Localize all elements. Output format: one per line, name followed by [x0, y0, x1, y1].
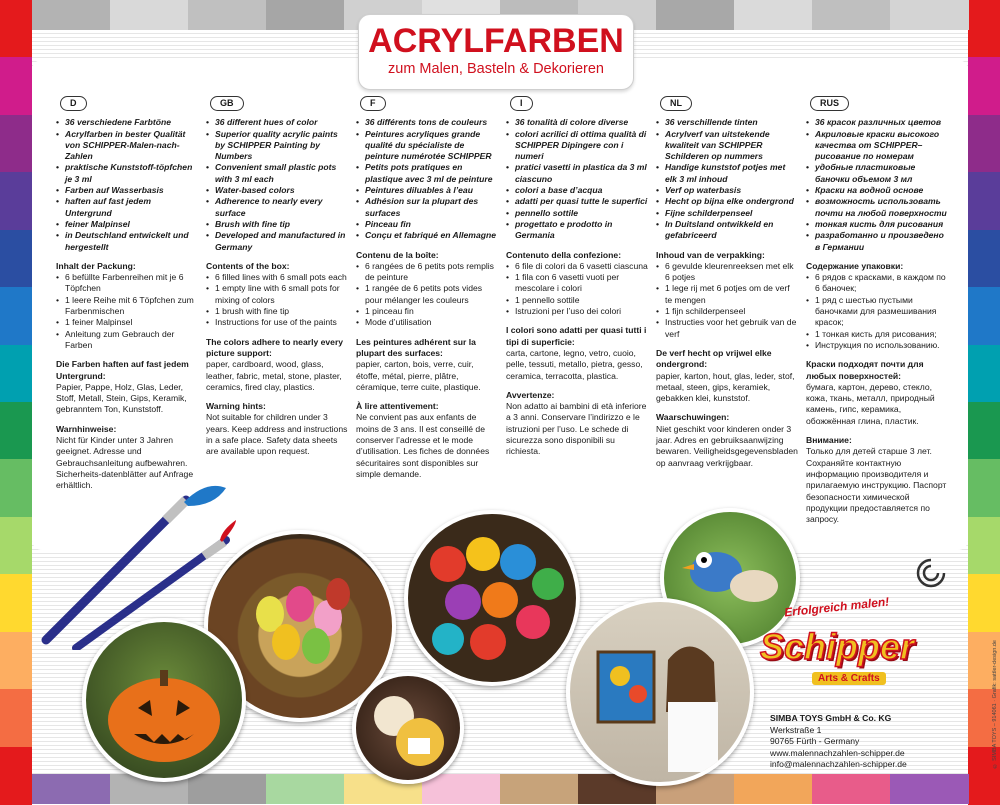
feature-item: • Hecht op bijna elke ondergrond	[656, 196, 798, 207]
feature-item: • Adherence to nearly every surface	[206, 196, 348, 219]
surfaces-text: бумага, картон, дерево, стекло, кожа, ткань, металл, природный камень, гипс, керамика, обожжённая глина, пластик.	[806, 381, 935, 426]
feature-item: • Farben auf Wasserbasis	[56, 185, 198, 196]
beads-photo	[404, 510, 580, 686]
warning-heading: Warnhinweise:	[56, 423, 117, 434]
right-stripe	[968, 517, 1000, 575]
contents-heading: Содержание упаковки:	[806, 260, 904, 271]
surfaces-heading: Die Farben haften auf fast jedem Untergrund:	[56, 359, 189, 381]
left-stripe	[0, 287, 32, 345]
feature-list	[356, 117, 498, 241]
contents-item: • 1 lege rij met 6 potjes om de verf te mengen	[656, 283, 798, 306]
feature-item: • haften auf fast jedem Untergrund	[56, 196, 198, 219]
feature-list	[206, 117, 348, 253]
left-stripe	[0, 689, 32, 747]
company-email: info@malennachzahlen-schipper.de	[770, 759, 907, 769]
bottom-stripe	[32, 774, 111, 804]
right-stripe	[968, 230, 1000, 288]
column-nl	[656, 96, 798, 469]
contents-list	[806, 272, 948, 351]
logo-tagline: Arts & Crafts	[812, 672, 886, 685]
contents-item: • Mode d’utilisation	[356, 317, 498, 328]
left-stripe	[0, 57, 32, 115]
contents-list	[656, 261, 798, 340]
feature-item: • 36 verschiedene Farbtöne	[56, 117, 198, 128]
right-stripe	[968, 0, 1000, 58]
contents-item: • 6 file di colori da 6 vasetti ciascuna	[506, 261, 648, 272]
feature-item: • Peintures diluables à l’eau	[356, 185, 498, 196]
language-code: I	[510, 96, 533, 111]
feature-item: • возможность использовать почти на любой поверхности	[806, 196, 948, 219]
top-stripe	[656, 0, 735, 30]
warning-heading: Внимание:	[806, 435, 852, 446]
bottom-stripe	[812, 774, 891, 804]
warning-text: Только для детей старше 3 лет. Сохраняйте контактную информацию производителя и прилагаемую инструкцию. Паспорт безопасности химической продукции предоставляется по запросу.	[806, 446, 947, 525]
feature-item: • удобные пластиковые баночки объемом 3 мл	[806, 162, 948, 185]
surfaces-heading: Les peintures adhérent sur la plupart des surfaces:	[356, 336, 476, 358]
feature-item: • In Duitsland ontwikkeld en gefabriceerd	[656, 219, 798, 242]
warning-heading: À lire attentivement:	[356, 401, 439, 412]
left-stripe	[0, 459, 32, 517]
feature-item: • adatti per quasi tutte le superfici	[506, 196, 648, 207]
left-stripe	[0, 115, 32, 173]
contents-heading: Contenuto della confezione:	[506, 249, 622, 260]
contents-item: • 1 rangée de 6 petits pots vides pour mélanger les couleurs	[356, 283, 498, 306]
column-i	[506, 96, 648, 458]
feature-item: • Verf op waterbasis	[656, 185, 798, 196]
right-stripe	[968, 345, 1000, 403]
left-stripe	[0, 172, 32, 230]
feature-item: • colori a base d’acqua	[506, 185, 648, 196]
column-f	[356, 96, 498, 480]
right-stripe	[968, 287, 1000, 345]
feature-item: • 36 verschillende tinten	[656, 117, 798, 128]
feature-item: • тонкая кисть для рисования	[806, 219, 948, 230]
feature-item: • 36 красок различных цветов	[806, 117, 948, 128]
column-gb	[206, 96, 348, 458]
left-stripe	[0, 345, 32, 403]
top-stripe	[890, 0, 969, 30]
warning-text: Ne convient pas aux enfants de moins de 3 ans. Il est conseillé de conserver l’adresse et le mode d’utilisation. Les fiches de données sécuritaires sont disponibles sur simple demande.	[356, 412, 490, 479]
feature-item: • Brush with fine tip	[206, 219, 348, 230]
contents-item: • 6 befüllte Farbenreihen mit je 6 Töpfchen	[56, 272, 198, 295]
warning-text: Niet geschikt voor kinderen onder 3 jaar. Adres en gebruiksaanwijzing bewaren. Veiligheidsgegevensbladen op aanvraag verkrijgbaar.	[656, 423, 798, 468]
surfaces-text: carta, cartone, legno, vetro, cuoio, pelle, tessuti, metallo, pietra, gesso, ceramica, terracotta, plastica.	[506, 347, 643, 381]
contents-list	[206, 272, 348, 328]
contents-item: • 1 pinceau fin	[356, 306, 498, 317]
feature-item: • Conçu et fabriqué en Allemagne	[356, 230, 498, 241]
schipper-logo	[760, 594, 930, 698]
left-stripe	[0, 574, 32, 632]
feature-item: • Acrylverf van uitstekende kwaliteit van SCHIPPER Schilderen op nummers	[656, 129, 798, 163]
right-stripe	[968, 459, 1000, 517]
logo-brand: Schipper	[760, 626, 915, 667]
contents-list	[506, 261, 648, 317]
right-stripe	[968, 574, 1000, 632]
contents-heading: Contents of the box:	[206, 260, 290, 271]
language-code: NL	[660, 96, 692, 111]
company-name: SIMBA TOYS GmbH & Co. KG	[770, 713, 892, 723]
feature-item: • 36 tonalità di colore diverse	[506, 117, 648, 128]
painter-photo	[566, 598, 754, 786]
warning-heading: Avvertenze:	[506, 389, 555, 400]
feature-item: • feiner Malpinsel	[56, 219, 198, 230]
bottom-stripe	[188, 774, 267, 804]
left-stripe	[0, 0, 32, 58]
top-stripe	[734, 0, 813, 30]
company-city: 90765 Fürth - Germany	[770, 736, 860, 746]
column-d	[56, 96, 198, 492]
feature-item: • Superior quality acrylic paints by SCHIPPER Painting by Numbers	[206, 129, 348, 163]
feature-item: • progettato e prodotto in Germania	[506, 219, 648, 242]
contents-item: • 1 тонкая кисть для рисования;	[806, 329, 948, 340]
warning-heading: Waarschuwingen:	[656, 412, 730, 423]
right-stripe	[968, 115, 1000, 173]
contents-item: • 6 filled lines with 6 small pots each	[206, 272, 348, 283]
surfaces-text: paper, cardboard, wood, glass, leather, fabric, metal, stone, plaster, ceramics, fired clay, plastics.	[206, 359, 342, 392]
surfaces-text: papier, carton, bois, verre, cuir, étoffe, métal, pierre, plâtre, céramique, terre cuite, plastique.	[356, 359, 481, 392]
feature-item: • Petits pots pratiques en plastique avec 3 ml de peinture	[356, 162, 498, 185]
contents-item: • 1 fila con 6 vasetti vuoti per mescolare i colori	[506, 272, 648, 295]
feature-item: • Convenient small plastic pots with 3 ml each	[206, 162, 348, 185]
contents-item: • 6 gevulde kleurenreeksen met elk 6 potjes	[656, 261, 798, 284]
left-stripe	[0, 402, 32, 460]
feature-item: • Peintures acryliques grande qualité du spécialiste de peinture numérotée SCHIPPER	[356, 129, 498, 163]
top-stripe	[266, 0, 345, 30]
bottom-stripe	[422, 774, 501, 804]
top-stripe	[32, 0, 111, 30]
feature-item: • Water-based colors	[206, 185, 348, 196]
warning-text: Nicht für Kinder unter 3 Jahren geeignet. Adresse und Gebrauchsanleitung aufbewahren. Sicherheits-datenblätter auf Anfrage erhältlich.	[56, 435, 194, 491]
feature-item: • 36 different hues of color	[206, 117, 348, 128]
contents-item: • 1 feiner Malpinsel	[56, 317, 198, 328]
feature-item: • Краски на водной основе	[806, 185, 948, 196]
top-stripe	[812, 0, 891, 30]
company-web: www.malennachzahlen-schipper.de	[770, 747, 905, 758]
paintbrush-icon	[36, 480, 236, 650]
logo-slogan: Erfolgreich malen!	[783, 594, 890, 620]
contents-heading: Inhoud van de verpakking:	[656, 249, 765, 260]
contents-item: • 6 рядов с красками, в каждом по 6 баночек;	[806, 272, 948, 295]
contents-list	[356, 261, 498, 329]
feature-list	[56, 117, 198, 253]
feature-item: • 36 différents tons de couleurs	[356, 117, 498, 128]
right-stripe	[968, 402, 1000, 460]
surfaces-heading: Краски подходят почти для любых поверхностей:	[806, 359, 924, 381]
contents-item: • 1 ряд с шестью пустыми баночками для размешивания красок;	[806, 295, 948, 329]
feature-item: • Handige kunststof potjes met elk 3 ml inhoud	[656, 162, 798, 185]
right-stripe	[968, 57, 1000, 115]
warning-heading: Warning hints:	[206, 401, 266, 412]
feature-item: • Acrylfarben in bester Qualität von SCHIPPER-Malen-nach-Zahlen	[56, 129, 198, 163]
feature-item: • pratici vasetti in plastica da 3 ml ciascuno	[506, 162, 648, 185]
warning-text: Not suitable for children under 3 years. Keep address and instructions in a safe place. Safety data sheets are available upon request.	[206, 412, 348, 457]
feature-list	[506, 117, 648, 241]
feature-item: • pennello sottile	[506, 208, 648, 219]
language-code: RUS	[810, 96, 849, 111]
contents-item: • Instructies voor het gebruik van de verf	[656, 317, 798, 340]
feature-item: • Fijne schilderpenseel	[656, 208, 798, 219]
page-title: ACRYLFARBEN	[368, 22, 624, 60]
bottom-stripe	[890, 774, 969, 804]
ornament-photo	[352, 672, 464, 784]
language-code: F	[360, 96, 386, 111]
contents-item: • Istruzioni per l’uso dei colori	[506, 306, 648, 317]
contents-item: • 1 pennello sottile	[506, 295, 648, 306]
bottom-stripe	[266, 774, 345, 804]
recycle-icon	[914, 556, 948, 590]
contents-item: • 1 leere Reihe mit 6 Töpfchen zum Farbenmischen	[56, 295, 198, 318]
contents-heading: Inhalt der Packung:	[56, 260, 136, 271]
company-info	[770, 713, 907, 771]
contents-item: • 1 empty line with 6 small pots for mixing of colors	[206, 283, 348, 306]
contents-list	[56, 272, 198, 351]
left-stripe	[0, 517, 32, 575]
right-stripe	[968, 172, 1000, 230]
contents-item: • 1 brush with fine tip	[206, 306, 348, 317]
surfaces-text: papier, karton, hout, glas, leder, stof, metaal, steen, gips, keramiek, gebakken klei, kunststof.	[656, 370, 795, 404]
left-stripe	[0, 632, 32, 690]
contents-item: • Anleitung zum Gebrauch der Farben	[56, 329, 198, 352]
left-stripe	[0, 747, 32, 805]
side-print: © SIMBA TOYS – 914061 · Grafik: sattler-design.de	[992, 640, 998, 769]
surfaces-text: Papier, Pappe, Holz, Glas, Leder, Stoff, Metall, Stein, Gips, Keramik, gebranntem Ton, Kunststoff.	[56, 381, 187, 415]
language-code: GB	[210, 96, 244, 111]
surfaces-heading: The colors adhere to nearly every picture support:	[206, 336, 344, 358]
feature-list	[806, 117, 948, 253]
contents-item: • 6 rangées de 6 petits pots remplis de peinture	[356, 261, 498, 284]
feature-item: • Pinceau fin	[356, 219, 498, 230]
contents-heading: Contenu de la boîte:	[356, 249, 439, 260]
feature-item: • Акриловые краски высокого качества от SCHIPPER– рисование по номерам	[806, 129, 948, 163]
feature-list	[656, 117, 798, 241]
warning-text: Non adatto ai bambini di età inferiore a 3 anni. Conservare l’indirizzo e le istruzioni per l’uso. Le schede di sicurezza sono disponibili su richiesta.	[506, 401, 647, 457]
feature-item: • Developed and manufactured in Germany	[206, 230, 348, 253]
feature-item: • praktische Kunststoff-töpfchen je 3 ml	[56, 162, 198, 185]
page-subtitle: zum Malen, Basteln & Dekorieren	[388, 61, 604, 77]
feature-item: • Adhésion sur la plupart des surfaces	[356, 196, 498, 219]
top-stripe	[110, 0, 189, 30]
left-stripe	[0, 230, 32, 288]
title-box	[358, 14, 634, 90]
contents-item: • Инструкция по использованию.	[806, 340, 948, 351]
contents-item: • 1 fijn schilderpenseel	[656, 306, 798, 317]
bottom-stripe	[734, 774, 813, 804]
feature-item: • colori acrilici di ottima qualità di SCHIPPER Dipingere con i numeri	[506, 129, 648, 163]
feature-item: • разработанно и произведено в Германии	[806, 230, 948, 253]
feature-item: • in Deutschland entwickelt und hergestellt	[56, 230, 198, 253]
surfaces-heading: I colori sono adatti per quasi tutti i tipi di superficie:	[506, 325, 647, 347]
bottom-stripe	[500, 774, 579, 804]
surfaces-heading: De verf hecht op vrijwel elke ondergrond:	[656, 347, 772, 370]
contents-item: • Instructions for use of the paints	[206, 317, 348, 328]
top-stripe	[188, 0, 267, 30]
language-code: D	[60, 96, 87, 111]
column-rus	[806, 96, 948, 525]
company-street: Werkstraße 1	[770, 724, 822, 735]
